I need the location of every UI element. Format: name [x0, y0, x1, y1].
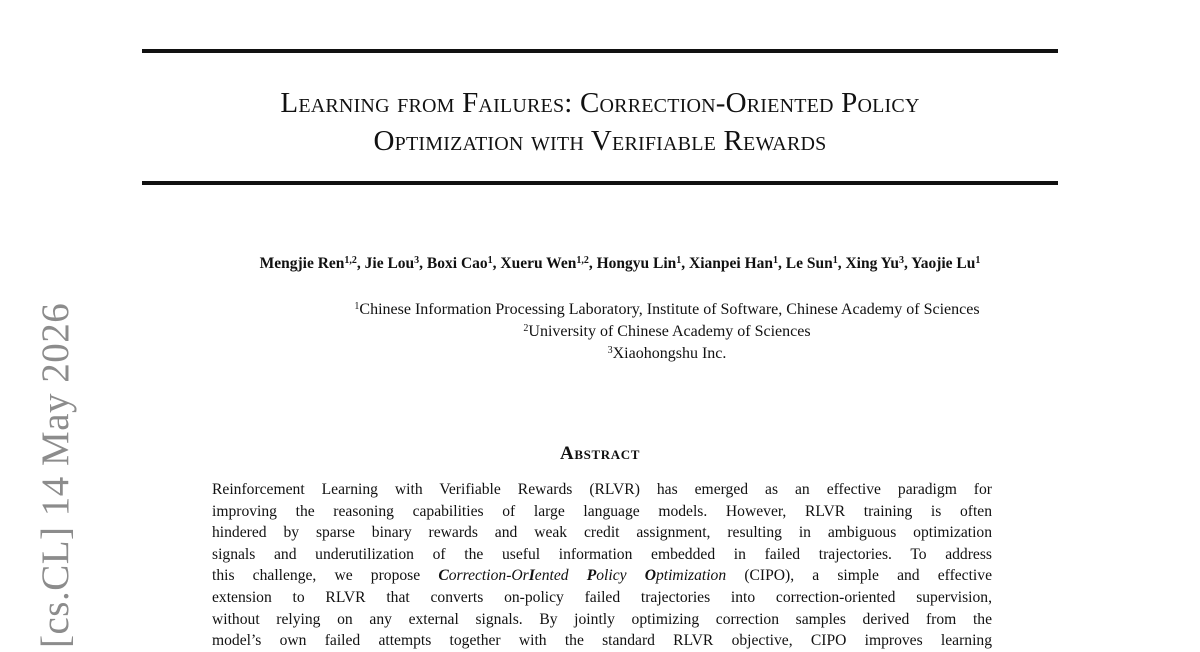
affiliation-marker: 3 [607, 345, 613, 356]
affiliation-marker: 2 [523, 323, 529, 334]
affiliation [142, 321, 1192, 343]
author [365, 255, 427, 272]
abstract-line-8: model’s own failed attempts together with the standard RLVR objective, CIPO improves learning [212, 632, 992, 650]
paper-title [142, 84, 1058, 160]
affiliation [142, 299, 1192, 321]
author [260, 255, 365, 272]
abstract-line-6: extension to RLVR that converts on-policy failed trajectories into correction-oriented supervision, [212, 588, 992, 606]
affiliation-text: Chinese Information Processing Laboratory, Institute of Software, Chinese Academy of Sciences [359, 301, 980, 318]
affiliation [142, 343, 1192, 365]
abstract-line-1: Reinforcement Learning with Verifiable Rewards (RLVR) has emerged as an effective paradigm for [212, 481, 992, 498]
author [786, 255, 846, 272]
author-name: Hongyu Lin [596, 255, 677, 272]
author [689, 255, 786, 272]
abstract-line-5 [212, 565, 992, 587]
title-rule-top [142, 49, 1058, 53]
author-affiliation-marker: 1 [832, 255, 838, 266]
abstract-heading: Abstract [560, 443, 640, 464]
author-separator: , [778, 255, 786, 272]
abstract-line-7: without relying on any external signals. By jointly optimizing correction samples derived from the [212, 610, 992, 628]
abstract-line-3: hindered by sparse binary rewards and weak credit assignment, resulting in ambiguous optimization [212, 524, 992, 542]
author-affiliation-marker: 1,2 [344, 255, 357, 266]
author-name: Yaojie Lu [911, 255, 976, 272]
author-affiliation-marker: 3 [899, 255, 905, 266]
abstract-line-4: signals and underutilization of the useful information embedded in failed trajectories. To address [212, 545, 992, 563]
author-separator: , [904, 255, 912, 272]
author-name: Le Sun [785, 255, 833, 272]
author [500, 255, 596, 272]
author [427, 255, 500, 272]
title-rule-bottom [142, 181, 1058, 185]
author-separator: , [681, 255, 690, 272]
author-name: Jie Lou [364, 255, 415, 272]
author [911, 255, 980, 272]
author-name: Mengjie Ren [259, 255, 345, 272]
abstract-line-5-tail: (CIPO), a simple and effective [744, 567, 992, 585]
author-affiliation-marker: 1 [975, 255, 981, 266]
affiliation-marker: 1 [354, 301, 360, 312]
author-affiliation-marker: 1 [487, 255, 493, 266]
author-affiliation-marker: 3 [414, 255, 420, 266]
title-line-1: Learning from Failures: Correction-Oriented Policy [280, 87, 920, 119]
arxiv-stamp: [cs.CL] 14 May 2026 [34, 302, 77, 648]
author [845, 255, 911, 272]
author-list [0, 255, 1200, 273]
author-separator: , [419, 255, 427, 272]
author-name: Xing Yu [845, 255, 900, 272]
author-name: Xueru Wen [500, 255, 577, 272]
author-affiliation-marker: 1 [676, 255, 682, 266]
author [597, 255, 689, 272]
author-name: Xianpei Han [689, 255, 773, 272]
abstract-body [212, 479, 992, 652]
affiliation-text: University of Chinese Academy of Sciences [528, 323, 811, 340]
author-separator: , [588, 255, 597, 272]
author-separator: , [837, 255, 846, 272]
affiliation-text: Xiaohongshu Inc. [612, 345, 727, 362]
abstract-line-5-head: this challenge, we propose [212, 567, 421, 585]
affiliation-list [142, 299, 1192, 365]
method-name: Correction-OrIented Policy Optimization [438, 567, 727, 585]
title-line-2: Optimization with Verifiable Rewards [373, 125, 827, 157]
abstract-line-2: improving the reasoning capabilities of large language models. However, RLVR training is often [212, 502, 992, 520]
author-affiliation-marker: 1,2 [576, 255, 589, 266]
author-separator: , [356, 255, 365, 272]
author-name: Boxi Cao [426, 255, 488, 272]
author-separator: , [492, 255, 501, 272]
author-affiliation-marker: 1 [773, 255, 778, 266]
